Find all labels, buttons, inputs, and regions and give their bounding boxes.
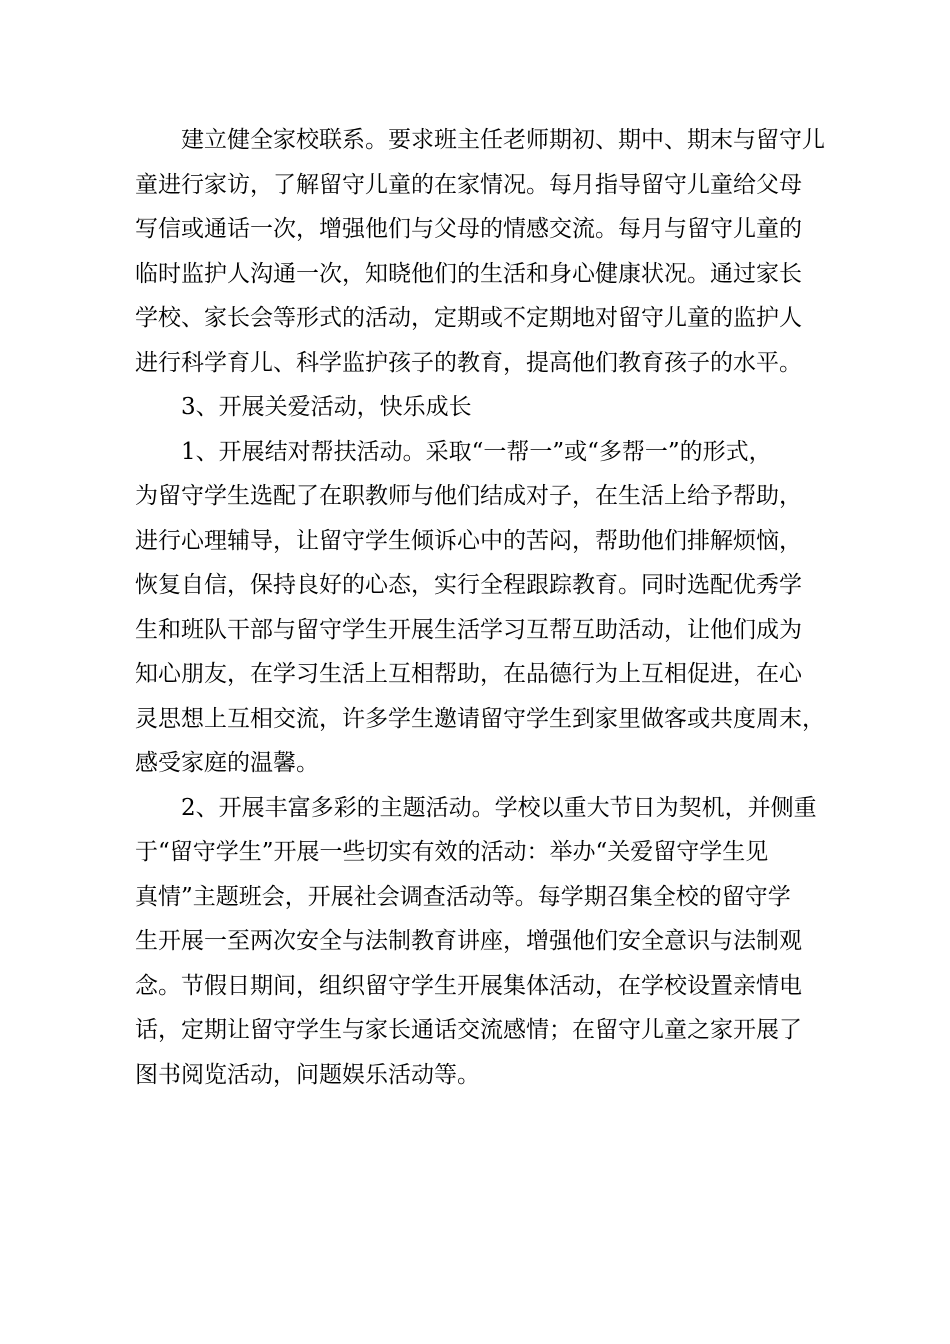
text-line: 童进行家访，了解留守儿童的在家情况。每月指导留守儿童给父母 <box>135 171 802 198</box>
section-heading <box>135 385 825 430</box>
text-line: 进行科学育儿、科学监护孩子的教育，提高他们教育孩子的水平。 <box>135 349 802 376</box>
text-line: 感受家庭的温馨。 <box>135 750 319 776</box>
text-line: 学校、家长会等形式的活动，定期或不定期地对留守儿童的监护人 <box>135 305 802 331</box>
paragraph-pairing-activities <box>135 430 825 786</box>
text-line: 2、开展丰富多彩的主题活动。学校以重大节日为契机，并侧重 <box>181 794 817 821</box>
text-line: 图书阅览活动，问题娱乐活动等。 <box>135 1061 480 1088</box>
text-line: 建立健全家校联系。要求班主任老师期初、期中、期末与留守儿 <box>181 127 825 153</box>
text-line: 知心朋友，在学习生活上互相帮助，在品德行为上互相促进，在心 <box>135 661 802 687</box>
text-line: 恢复自信，保持良好的心态，实行全程跟踪教育。同时选配优秀学 <box>135 572 802 598</box>
text-line: 话，定期让留守学生与家长通话交流感情；在留守儿童之家开展了 <box>135 1017 802 1043</box>
heading-text: 3、开展关爱活动，快乐成长 <box>181 394 472 420</box>
text-line: 临时监护人沟通一次，知晓他们的生活和身心健康状况。通过家长 <box>135 260 802 287</box>
text-line: 于“留守学生”开展一些切实有效的活动：举办“关爱留守学生见 <box>135 839 769 865</box>
text-line: 写信或通话一次，增强他们与父母的情感交流。每月与留守儿童的 <box>135 216 802 242</box>
paragraph-theme-activities <box>135 786 825 1098</box>
text-line: 生开展一至两次安全与法制教育讲座，增强他们安全意识与法制观 <box>135 928 802 954</box>
document-page <box>135 118 825 1097</box>
text-line: 真情”主题班会，开展社会调查活动等。每学期召集全校的留守学 <box>135 883 791 910</box>
text-line: 进行心理辅导，让留守学生倾诉心中的苦闷，帮助他们排解烦恼， <box>135 527 802 554</box>
text-line: 生和班队干部与留守学生开展生活学习互帮互助活动，让他们成为 <box>135 616 802 643</box>
text-line: 念。节假日期间，组织留守学生开展集体活动，在学校设置亲情电 <box>135 972 802 999</box>
text-line: 1、开展结对帮扶活动。采取“一帮一”或“多帮一”的形式， <box>181 438 772 465</box>
paragraph-home-school-contact <box>135 118 825 385</box>
text-line: 为留守学生选配了在职教师与他们结成对子，在生活上给予帮助， <box>135 483 802 509</box>
text-line: 灵思想上互相交流，许多学生邀请留守学生到家里做客或共度周末， <box>135 705 825 732</box>
